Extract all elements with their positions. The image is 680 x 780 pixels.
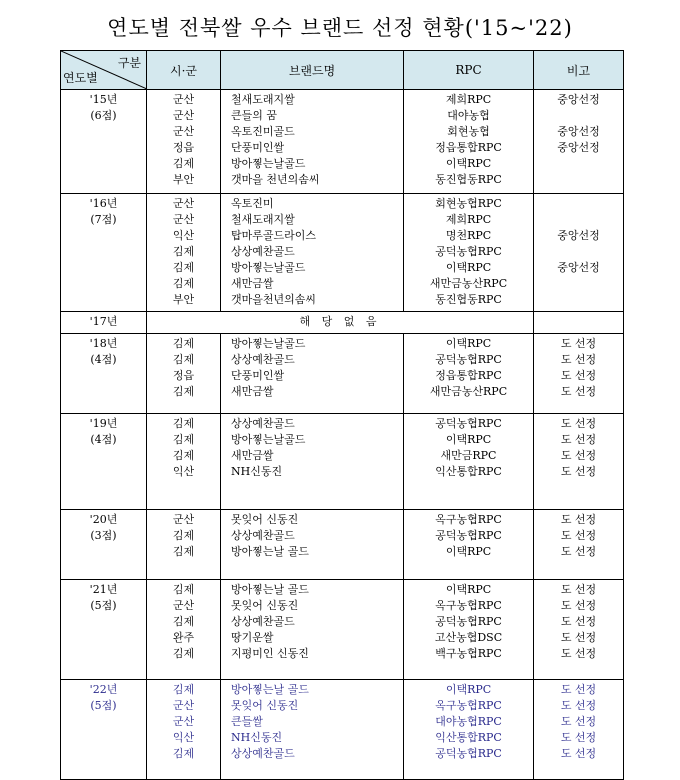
city-value: 군산 [172,109,195,122]
city-value: 김제 [172,277,195,290]
note-cell [534,680,624,780]
brand-value: 큰들의 꿈 [231,109,278,122]
rpc-value: 이택RPC [445,583,492,596]
city-value: 김제 [172,385,195,398]
header-year-label: 연도별 [63,71,98,85]
year-count: (5점) [90,599,117,612]
city-value: 김제 [172,245,195,258]
city-value: 김제 [172,545,195,558]
city-cell [147,680,221,780]
note-value: 도 선정 [560,433,597,446]
year-cell [61,194,147,312]
year-cell [61,680,147,780]
note-value [534,244,623,260]
year-label: '19년 [89,417,118,430]
note-cell [534,312,624,334]
city-value: 군산 [172,599,195,612]
note-cell [534,194,624,312]
year-label: '15년 [89,93,118,106]
city-value: 김제 [172,747,195,760]
note-value: 도 선정 [560,513,597,526]
year-count: (3점) [90,529,117,542]
rpc-value: 정읍통합RPC [435,141,502,154]
year-label: '17년 [89,315,118,328]
year-count: (6점) [90,109,117,122]
header-row [61,51,624,90]
rpc-value: 공덕농협RPC [435,747,502,760]
header-brand: 브랜드명 [221,51,404,90]
header-city: 시·군 [147,51,221,90]
year-cell [61,414,147,510]
rpc-value: 옥구농협RPC [435,599,502,612]
note-cell [534,334,624,414]
note-cell [534,580,624,680]
brand-value: 방아찧는날골드 [231,337,306,350]
year-group-row [61,90,624,194]
brand-value: NH신동진 [231,731,283,744]
rpc-value: 공덕농협RPC [435,615,502,628]
year-label: '16년 [89,197,118,210]
note-value: 중앙선정 [557,93,600,106]
year-label: '22년 [89,683,118,696]
brand-cell [221,510,404,580]
note-value [534,212,623,228]
year-count: (5점) [90,699,117,712]
brand-value: 새만금쌀 [231,277,274,290]
rpc-value: 동진협동RPC [435,293,502,306]
year-cell [61,334,147,414]
city-value: 익산 [172,465,195,478]
year-label: '18년 [89,337,118,350]
city-value: 군산 [172,699,195,712]
note-cell [534,510,624,580]
rpc-value: 정읍통합RPC [435,369,502,382]
year-cell [61,312,147,334]
note-value: 도 선정 [560,529,597,542]
brand-value: 철새도래지쌀 [231,213,295,226]
rpc-value: 새만금농산RPC [429,277,508,290]
year-count: (4점) [90,433,117,446]
city-value: 군산 [172,513,195,526]
year-cell [61,90,147,194]
rpc-value: 이택RPC [445,157,492,170]
city-cell [147,90,221,194]
rpc-value: 회현농협 [447,125,490,138]
brand-value: 큰들쌀 [231,715,263,728]
header-rpc: RPC [404,51,534,90]
brand-value: 땅기운쌀 [231,631,274,644]
brand-value: 방아찧는날 골드 [231,583,309,596]
city-value: 김제 [172,353,195,366]
brand-table-container [60,50,623,760]
note-value: 중앙선정 [557,125,600,138]
rpc-cell [404,680,534,780]
rpc-value: 공덕농협RPC [435,417,502,430]
year-group-row [61,680,624,780]
brand-value: 상상예찬골드 [231,529,295,542]
page-title: 연도별 전북쌀 우수 브랜드 선정 현황('15~'22) [107,16,573,40]
brand-value: 상상예찬골드 [231,417,295,430]
note-value: 도 선정 [560,715,597,728]
no-data-cell [147,312,534,334]
brand-value: 옥토진미 [231,197,274,210]
brand-value: 상상예찬골드 [231,353,295,366]
rpc-cell [404,510,534,580]
year-group-row [61,414,624,510]
table-body [61,90,624,780]
city-value: 정읍 [172,141,195,154]
rpc-value: 백구농협RPC [435,647,502,660]
brand-cell [221,680,404,780]
note-value [534,172,623,188]
rpc-value: 동진협동RPC [435,173,502,186]
brand-value: NH신동진 [231,465,283,478]
note-cell [534,90,624,194]
brand-table [60,50,624,780]
brand-value: 갯마을 천년의솜씨 [231,173,320,186]
rpc-value: 공덕농협RPC [435,353,502,366]
city-value: 김제 [172,583,195,596]
note-value: 도 선정 [560,731,597,744]
header-note: 비고 [534,51,624,90]
rpc-value: 이택RPC [445,683,492,696]
brand-cell [221,414,404,510]
city-value: 익산 [172,731,195,744]
note-value [534,156,623,172]
rpc-cell [404,194,534,312]
city-value: 김제 [172,337,195,350]
city-value: 김제 [172,417,195,430]
note-value: 도 선정 [560,545,597,558]
city-value: 군산 [172,715,195,728]
brand-value: 상상예찬골드 [231,615,295,628]
rpc-value: 이택RPC [445,545,492,558]
rpc-value: 제희RPC [445,93,492,106]
rpc-value: 명천RPC [445,229,492,242]
note-value: 도 선정 [560,747,597,760]
rpc-cell [404,580,534,680]
city-value: 군산 [172,213,195,226]
year-group-row [61,580,624,680]
brand-value: 못잊어 신동진 [231,599,299,612]
note-value: 중앙선정 [557,141,600,154]
city-value: 김제 [172,261,195,274]
note-value: 도 선정 [560,599,597,612]
city-value: 김제 [172,529,195,542]
brand-value: 방아찧는날골드 [231,157,306,170]
year-cell [61,580,147,680]
brand-value: 단풍미인쌀 [231,369,285,382]
rpc-value: 회현농협RPC [435,197,502,210]
city-value: 군산 [172,197,195,210]
brand-value: 새만금쌀 [231,385,274,398]
year-cell [61,510,147,580]
city-cell [147,510,221,580]
year-label: '21년 [89,583,118,596]
city-value: 김제 [172,683,195,696]
city-value: 김제 [172,157,195,170]
note-value: 도 선정 [560,337,597,350]
header-category-label: 구분 [117,56,141,70]
rpc-value: 익산통합RPC [435,731,502,744]
brand-value: 상상예찬골드 [231,747,295,760]
city-value: 익산 [172,229,195,242]
rpc-cell [404,334,534,414]
note-value: 중앙선정 [557,261,600,274]
brand-value: 새만금쌀 [231,449,274,462]
brand-value: 갯마을천년의솜씨 [231,293,317,306]
brand-cell [221,580,404,680]
rpc-value: 새만금농산RPC [429,385,508,398]
brand-value: 철새도래지쌀 [231,93,295,106]
note-value [534,292,623,308]
year-group-row [61,312,624,334]
note-cell [534,414,624,510]
city-value: 부안 [172,293,195,306]
city-cell [147,334,221,414]
rpc-value: 제희RPC [445,213,492,226]
brand-value: 방아찧는날 골드 [231,683,309,696]
city-value: 김제 [172,449,195,462]
city-cell [147,580,221,680]
brand-value: 지평미인 신동진 [231,647,309,660]
note-value: 도 선정 [560,385,597,398]
rpc-value: 고산농협DSC [434,631,503,644]
rpc-cell [404,90,534,194]
city-value: 정읍 [172,369,195,382]
rpc-value: 대야농협RPC [435,715,502,728]
brand-cell [221,194,404,312]
brand-value: 방아찧는날골드 [231,261,306,274]
city-value: 김제 [172,615,195,628]
note-value: 도 선정 [560,631,597,644]
note-value: 중앙선정 [557,229,600,242]
rpc-value: 이택RPC [445,337,492,350]
brand-value: 못잊어 신동진 [231,699,299,712]
brand-value: 상상예찬골드 [231,245,295,258]
year-count: (7점) [90,213,117,226]
year-group-row [61,510,624,580]
rpc-value: 옥구농협RPC [435,513,502,526]
note-value: 도 선정 [560,583,597,596]
note-value: 도 선정 [560,699,597,712]
rpc-value: 이택RPC [445,433,492,446]
note-value: 도 선정 [560,615,597,628]
year-label: '20년 [89,513,118,526]
note-value: 도 선정 [560,647,597,660]
city-value: 부안 [172,173,195,186]
city-value: 군산 [172,125,195,138]
brand-value: 방아찧는날 골드 [231,545,309,558]
brand-value: 탑마루골드라이스 [231,229,317,242]
note-value: 도 선정 [560,683,597,696]
header-corner [61,51,147,90]
city-value: 군산 [172,93,195,106]
rpc-value: 새만금RPC [440,449,497,462]
note-value: 도 선정 [560,369,597,382]
brand-cell [221,334,404,414]
city-cell [147,414,221,510]
year-group-row [61,334,624,414]
note-value: 도 선정 [560,449,597,462]
city-value: 완주 [172,631,195,644]
no-data-label: 해 당 없 음 [299,315,381,328]
city-value: 김제 [172,433,195,446]
note-value: 도 선정 [560,353,597,366]
rpc-value: 공덕농협RPC [435,245,502,258]
note-value [534,108,623,124]
rpc-value: 대야농협 [447,109,490,122]
rpc-value: 옥구농협RPC [435,699,502,712]
rpc-value: 이택RPC [445,261,492,274]
note-value [534,276,623,292]
brand-value: 옥토진미골드 [231,125,295,138]
rpc-value: 공덕농협RPC [435,529,502,542]
city-value: 김제 [172,647,195,660]
year-group-row [61,194,624,312]
brand-value: 못잊어 신동진 [231,513,299,526]
rpc-value: 익산통합RPC [435,465,502,478]
brand-value: 방아찧는날골드 [231,433,306,446]
note-value: 도 선정 [560,465,597,478]
city-cell [147,194,221,312]
note-value: 도 선정 [560,417,597,430]
brand-cell [221,90,404,194]
rpc-cell [404,414,534,510]
note-value [534,196,623,212]
year-count: (4점) [90,353,117,366]
brand-value: 단풍미인쌀 [231,141,285,154]
